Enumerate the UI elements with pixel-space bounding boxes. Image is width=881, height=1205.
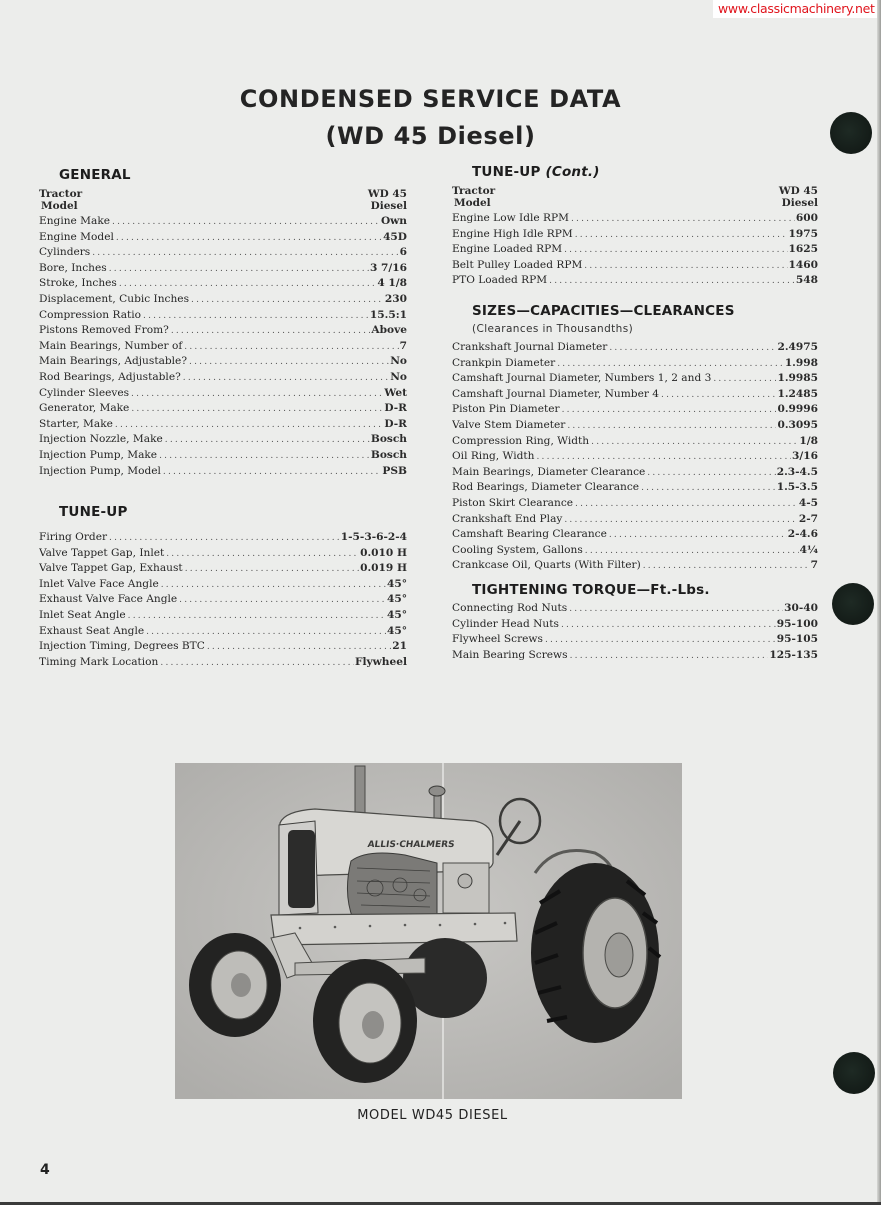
- spec-value: 45°: [386, 593, 407, 606]
- spec-label: Crankshaft End Play: [452, 512, 563, 525]
- spec-label: Cylinder Sleeves: [39, 386, 130, 399]
- spec-label: Crankshaft Journal Diameter: [452, 341, 608, 353]
- spec-label: Bore, Inches: [39, 261, 107, 274]
- spec-value: 1/8: [799, 434, 818, 447]
- spec-label: Valve Stem Diameter: [452, 418, 566, 431]
- model-header-right-value: [779, 185, 818, 209]
- dot-leader: [109, 531, 340, 546]
- spec-row: [39, 370, 407, 386]
- spec-row: [452, 258, 818, 274]
- dot-leader: [109, 262, 369, 277]
- spec-row: [452, 465, 818, 481]
- spec-row: [39, 561, 407, 577]
- spec-label: Engine Model: [39, 230, 114, 243]
- spec-label: Pistons Removed From?: [39, 324, 169, 337]
- section-heading-tune-up: TUNE-UP: [59, 504, 128, 520]
- spec-row: [39, 448, 407, 464]
- photo-caption: MODEL WD45 DIESEL: [357, 1108, 508, 1123]
- spec-value: 0.019 H: [360, 562, 407, 575]
- spec-value: 95-100: [776, 617, 818, 630]
- left-column: [39, 167, 407, 479]
- dot-leader: [179, 593, 386, 608]
- dot-leader: [165, 433, 370, 448]
- dot-leader: [584, 259, 787, 274]
- dot-leader: [591, 435, 798, 450]
- spec-label: Engine Low Idle RPM: [452, 212, 569, 224]
- spec-row: [39, 308, 407, 324]
- spec-label: Cylinder Head Nuts: [452, 617, 559, 630]
- spec-row: [452, 480, 818, 496]
- spec-value: No: [390, 355, 407, 368]
- spec-value: 4 1/8: [377, 277, 407, 290]
- spec-value: 3/16: [792, 450, 818, 463]
- dot-leader: [163, 465, 382, 480]
- spec-label: Cylinders: [39, 246, 91, 259]
- spec-row: [39, 592, 407, 608]
- spec-label: Injection Timing, Degrees BTC: [39, 640, 205, 653]
- spec-label: Main Bearings, Adjustable?: [39, 355, 188, 368]
- spec-row: [39, 464, 407, 480]
- spec-value: 230: [384, 292, 407, 305]
- spec-value: Above: [371, 324, 407, 337]
- spec-label: Injection Nozzle, Make: [39, 433, 163, 446]
- dot-leader: [609, 528, 787, 543]
- spec-value: Own: [380, 215, 407, 227]
- spec-value: 1-5-3-6-2-4: [340, 531, 407, 543]
- spec-value: 95-105: [776, 633, 818, 646]
- spec-row: [452, 434, 818, 450]
- dot-leader: [159, 449, 370, 464]
- spec-row: [39, 432, 407, 448]
- dot-leader: [146, 625, 386, 640]
- spec-row: [452, 227, 818, 243]
- spec-row: [39, 214, 407, 230]
- punch-hole-top: [830, 112, 872, 154]
- spec-value: 2-7: [798, 512, 818, 525]
- spec-label: Firing Order: [39, 531, 108, 543]
- spec-label: Injection Pump, Model: [39, 464, 161, 477]
- dot-leader: [207, 640, 391, 655]
- spec-label: Stroke, Inches: [39, 277, 117, 290]
- spec-value: 4-5: [798, 496, 818, 509]
- spec-value: 1.5-3.5: [776, 481, 818, 494]
- dot-leader: [647, 466, 775, 481]
- dot-leader: [609, 341, 776, 356]
- spec-value: PSB: [382, 464, 407, 477]
- dot-leader: [160, 656, 354, 671]
- dot-leader: [131, 387, 383, 402]
- dot-leader: [191, 293, 384, 308]
- spec-value: 7: [810, 559, 818, 572]
- dot-leader: [119, 277, 376, 292]
- spec-label: Camshaft Journal Diameter, Number 4: [452, 387, 660, 400]
- spec-row: [39, 323, 407, 339]
- spec-row: [39, 608, 407, 624]
- spec-row: [452, 356, 818, 372]
- spec-value: D-R: [384, 417, 407, 430]
- spec-value: Wet: [384, 386, 407, 399]
- spec-label: Belt Pulley Loaded RPM: [452, 258, 583, 271]
- spec-value: 0.3095: [777, 418, 818, 431]
- model-header-label-line2: Model: [41, 200, 78, 212]
- spec-row: [39, 245, 407, 261]
- spec-label: Injection Pump, Make: [39, 448, 158, 461]
- dot-leader: [143, 309, 369, 324]
- dot-leader: [171, 324, 371, 339]
- spec-value: 600: [795, 212, 818, 224]
- spec-row: [452, 543, 818, 559]
- dot-leader: [131, 402, 383, 417]
- spec-row: [452, 558, 818, 574]
- dot-leader: [564, 513, 797, 528]
- spec-label: Main Bearing Screws: [452, 648, 568, 661]
- spec-label: Displacement, Cubic Inches: [39, 292, 190, 305]
- dot-leader: [641, 481, 776, 496]
- spec-label: Exhaust Valve Face Angle: [39, 593, 178, 606]
- spec-label: Rod Bearings, Diameter Clearance: [452, 481, 640, 494]
- spec-label: Engine High Idle RPM: [452, 227, 573, 240]
- spec-label: Connecting Rod Nuts: [452, 602, 568, 614]
- spec-value: Bosch: [370, 433, 407, 446]
- spec-value: 0.9996: [777, 403, 818, 416]
- dot-leader: [567, 419, 776, 434]
- spec-row: [452, 496, 818, 512]
- spec-label: Compression Ratio: [39, 308, 142, 321]
- punch-hole-bottom: [833, 1052, 875, 1094]
- spec-row: [452, 617, 818, 633]
- model-header: [39, 188, 407, 212]
- dot-leader: [561, 618, 776, 633]
- model-header-right-label: [452, 185, 495, 209]
- spec-list-torque: [452, 601, 818, 663]
- dot-leader: [661, 388, 776, 403]
- right-column-sizes: [452, 303, 818, 574]
- section-heading-sizes: SIZES—CAPACITIES—CLEARANCES: [472, 303, 735, 319]
- spec-row: [39, 530, 407, 546]
- spec-value: 4¼: [799, 543, 818, 556]
- dot-leader: [557, 357, 784, 372]
- punch-hole-middle: [832, 583, 874, 625]
- dot-leader: [643, 559, 810, 574]
- spec-value: 21: [392, 640, 407, 653]
- spec-value: D-R: [384, 402, 407, 415]
- spec-row: [452, 512, 818, 528]
- spec-label: Engine Loaded RPM: [452, 243, 563, 256]
- spec-row: [39, 354, 407, 370]
- left-column-tuneup: [39, 504, 407, 670]
- spec-value: 2.4975: [777, 341, 818, 353]
- model-header-value: [368, 188, 407, 212]
- spec-label: Cooling System, Gallons: [452, 543, 583, 556]
- spec-value: 1.9985: [777, 372, 818, 385]
- spec-value: 45°: [386, 624, 407, 637]
- model-header-value-line2: Diesel: [370, 200, 407, 212]
- spec-row: [39, 292, 407, 308]
- spec-label: Generator, Make: [39, 402, 130, 415]
- section-heading-general: GENERAL: [59, 167, 131, 183]
- spec-row: [39, 386, 407, 402]
- dot-leader: [575, 228, 788, 243]
- spec-value: 45°: [386, 608, 407, 621]
- spec-value: 1975: [788, 227, 818, 240]
- spec-list-sizes: [452, 340, 818, 574]
- section-heading-tune-up-cont: [472, 164, 818, 180]
- dot-leader: [571, 212, 795, 227]
- spec-row: [452, 340, 818, 356]
- dot-leader: [549, 274, 795, 289]
- tractor-photo: [175, 763, 682, 1099]
- spec-row: [452, 242, 818, 258]
- spec-row: [39, 339, 407, 355]
- dot-leader: [545, 633, 776, 648]
- spec-row: [39, 401, 407, 417]
- model-header-label: [39, 188, 82, 212]
- spec-row: [452, 273, 818, 289]
- spec-row: [452, 402, 818, 418]
- spec-value: 30-40: [784, 602, 818, 614]
- spec-row: [452, 648, 818, 664]
- dot-leader: [570, 649, 769, 664]
- spec-row: [452, 601, 818, 617]
- section-heading-torque: TIGHTENING TORQUE—Ft.-Lbs.: [472, 582, 710, 598]
- spec-row: [39, 276, 407, 292]
- dot-leader: [575, 497, 798, 512]
- spec-label: Piston Pin Diameter: [452, 403, 560, 416]
- tractor-illustration-icon: [175, 763, 682, 1099]
- dot-leader: [585, 544, 799, 559]
- spec-row: [39, 577, 407, 593]
- page-subtitle: (WD 45 Diesel): [325, 122, 536, 150]
- spec-label: Inlet Valve Face Angle: [39, 577, 159, 590]
- dot-leader: [166, 547, 359, 562]
- spec-label: Timing Mark Location: [39, 655, 159, 668]
- model-header-right-label-line2: Model: [454, 197, 491, 209]
- spec-row: [452, 371, 818, 387]
- model-header-right-value-line2: Diesel: [781, 197, 818, 209]
- dot-leader: [562, 403, 777, 418]
- spec-label: Rod Bearings, Adjustable?: [39, 370, 181, 383]
- spec-label: Compression Ring, Width: [452, 434, 590, 447]
- dot-leader: [569, 602, 783, 617]
- spec-label: Camshaft Bearing Clearance: [452, 528, 607, 541]
- spec-value: 2.3-4.5: [776, 465, 818, 478]
- spec-list-general: [39, 214, 407, 479]
- dot-leader: [185, 562, 359, 577]
- spec-row: [452, 527, 818, 543]
- spec-label: Crankcase Oil, Quarts (With Filter): [452, 559, 641, 572]
- spec-list-tune-up: [39, 530, 407, 670]
- spec-value: 45D: [383, 230, 407, 243]
- spec-label: Main Bearings, Number of: [39, 339, 183, 352]
- spec-label: Piston Skirt Clearance: [452, 496, 574, 509]
- spec-value: 1.998: [784, 356, 818, 369]
- svg-text:ALLIS·CHALMERS: ALLIS·CHALMERS: [366, 840, 456, 850]
- spec-value: 1460: [788, 258, 818, 271]
- spec-row: [39, 230, 407, 246]
- dot-leader: [128, 609, 386, 624]
- page-title: CONDENSED SERVICE DATA: [239, 85, 622, 113]
- spec-label: Valve Tappet Gap, Inlet: [39, 546, 165, 559]
- spec-row: [452, 632, 818, 648]
- spec-row: [39, 261, 407, 277]
- spec-label: Exhaust Seat Angle: [39, 624, 145, 637]
- spec-value: 125-135: [769, 648, 818, 661]
- dot-leader: [116, 231, 382, 246]
- model-header-label-line1: Tractor: [39, 188, 83, 200]
- spec-row: [452, 418, 818, 434]
- watermark-link[interactable]: www.classicmachinery.net: [713, 0, 881, 18]
- spec-row: [452, 449, 818, 465]
- model-header-right: [452, 185, 818, 209]
- spec-label: PTO Loaded RPM: [452, 274, 548, 287]
- spec-value: 2-4.6: [787, 528, 818, 541]
- spec-row: [452, 211, 818, 227]
- right-column: [452, 164, 818, 289]
- spec-row: [39, 639, 407, 655]
- dot-leader: [183, 371, 389, 386]
- spec-label: Engine Make: [39, 215, 111, 227]
- model-header-value-line1: WD 45: [367, 188, 407, 200]
- spec-value: 15.5:1: [369, 308, 407, 321]
- section-heading-tune-up-cont-suffix: (Cont.): [545, 164, 600, 180]
- model-header-right-value-line1: WD 45: [778, 185, 818, 197]
- spec-list-tune-up-cont: [452, 211, 818, 289]
- spec-value: 0.010 H: [360, 546, 407, 559]
- spec-value: Flywheel: [354, 655, 407, 668]
- spec-value: 45°: [386, 577, 407, 590]
- right-column-torque: [452, 582, 818, 663]
- model-header-right-label-line1: Tractor: [452, 185, 496, 197]
- spec-row: [39, 546, 407, 562]
- spec-value: 7: [399, 339, 407, 352]
- dot-leader: [92, 246, 398, 261]
- spec-label: Starter, Make: [39, 417, 113, 430]
- spec-label: Crankpin Diameter: [452, 356, 556, 369]
- dot-leader: [112, 215, 380, 230]
- dot-leader: [713, 372, 776, 387]
- sizes-note: (Clearances in Thousandths): [472, 323, 634, 335]
- spec-value: Bosch: [370, 448, 407, 461]
- spec-value: 6: [399, 246, 407, 259]
- dot-leader: [189, 355, 389, 370]
- dot-leader: [115, 418, 383, 433]
- dot-leader: [184, 340, 398, 355]
- spec-row: [39, 624, 407, 640]
- spec-label: Valve Tappet Gap, Exhaust: [39, 562, 183, 575]
- spec-label: Flywheel Screws: [452, 633, 543, 646]
- spec-label: Camshaft Journal Diameter, Numbers 1, 2 and 3: [452, 372, 712, 385]
- spec-label: Oil Ring, Width: [452, 450, 535, 463]
- spec-value: No: [390, 370, 407, 383]
- spec-label: Inlet Seat Angle: [39, 608, 126, 621]
- spec-value: 548: [795, 274, 818, 287]
- spec-value: 1625: [788, 243, 818, 256]
- dot-leader: [564, 243, 787, 258]
- spec-value: 3 7/16: [369, 261, 407, 274]
- dot-leader: [536, 450, 791, 465]
- page-number: 4: [40, 1162, 50, 1178]
- spec-row: [39, 655, 407, 671]
- section-heading-tune-up-cont-main: TUNE-UP: [472, 164, 541, 180]
- spec-label: Main Bearings, Diameter Clearance: [452, 465, 646, 478]
- spec-row: [39, 417, 407, 433]
- spec-value: 1.2485: [777, 387, 818, 400]
- page-edge: [877, 0, 881, 1205]
- dot-leader: [161, 578, 386, 593]
- spec-row: [452, 387, 818, 403]
